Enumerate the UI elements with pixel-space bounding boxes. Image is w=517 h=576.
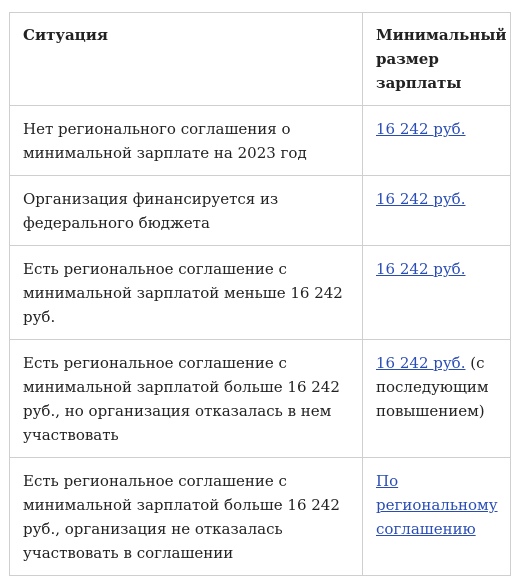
amount-note: (с последующим повышением) bbox=[376, 354, 489, 420]
amount-cell bbox=[363, 106, 511, 176]
amount-cell bbox=[363, 340, 511, 458]
amount-cell bbox=[363, 246, 511, 340]
situation-cell: Есть региональное соглашение с минимальной зарплатой больше 16 242 руб., организация не отказалась участвовать в соглашении bbox=[10, 458, 363, 576]
table-row bbox=[10, 458, 511, 576]
situation-cell: Есть региональное соглашение с минимальной зарплатой больше 16 242 руб., но организация отказалась в нем участвовать bbox=[10, 340, 363, 458]
situation-cell: Организация финансируется из федерального бюджета bbox=[10, 176, 363, 246]
amount-cell bbox=[363, 458, 511, 576]
amount-link[interactable]: 16 242 руб. bbox=[376, 260, 466, 278]
table-header-row bbox=[10, 13, 511, 106]
regional-agreement-link[interactable]: По региональному соглашению bbox=[376, 472, 498, 538]
amount-link[interactable]: 16 242 руб. bbox=[376, 120, 466, 138]
amount-link[interactable]: 16 242 руб. bbox=[376, 190, 466, 208]
amount-cell bbox=[363, 176, 511, 246]
header-minimum-wage: Минимальный размер зарплаты bbox=[363, 13, 511, 106]
minimum-wage-table bbox=[9, 12, 511, 576]
table-row bbox=[10, 176, 511, 246]
table-row bbox=[10, 340, 511, 458]
situation-cell: Нет регионального соглашения о минимальной зарплате на 2023 год bbox=[10, 106, 363, 176]
table-row bbox=[10, 106, 511, 176]
table-row bbox=[10, 246, 511, 340]
header-situation: Ситуация bbox=[10, 13, 363, 106]
situation-cell: Есть региональное соглашение с минимальной зарплатой меньше 16 242 руб. bbox=[10, 246, 363, 340]
amount-link[interactable]: 16 242 руб. bbox=[376, 354, 466, 372]
